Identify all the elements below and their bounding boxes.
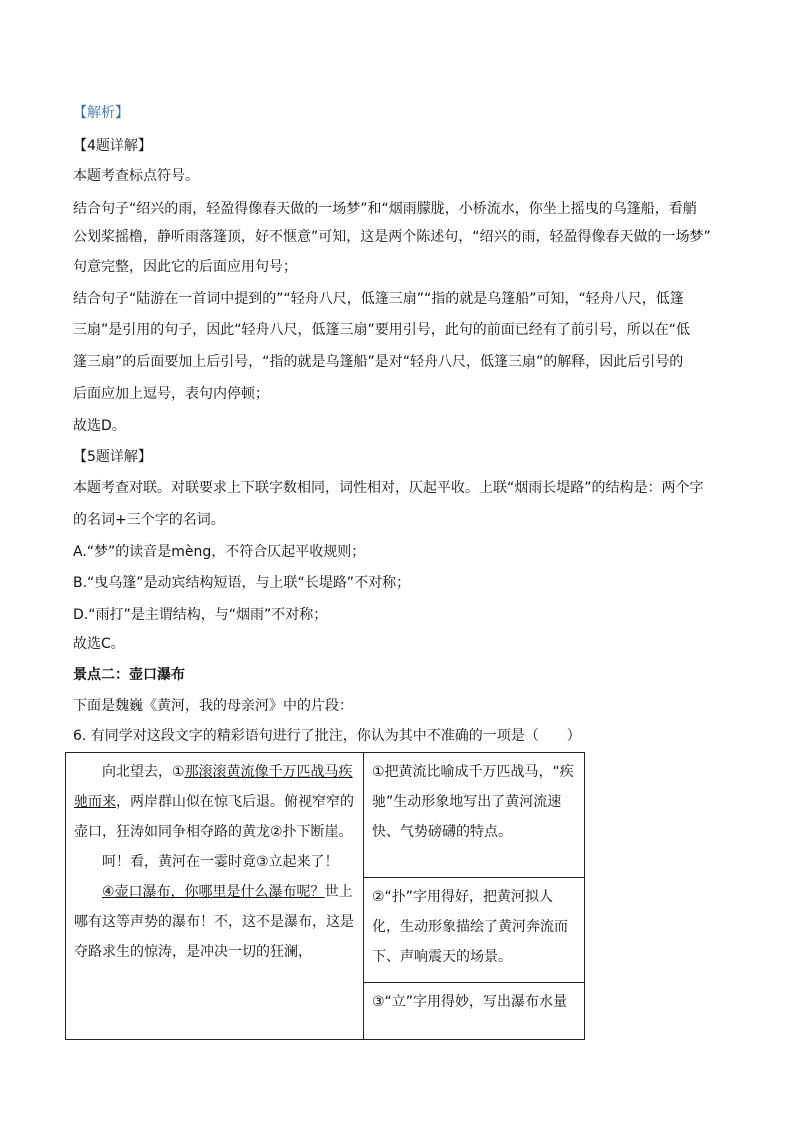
q4-line: 三扇”是引用的句子，因此“轻舟八尺，低篷三扇”要用引号，此句的前面已经有了前引号，所以在“低 <box>73 322 691 338</box>
section-intro: 下面是魏巍《黄河，我的母亲河》中的片段： <box>73 698 353 714</box>
annotation-1: ①把黄流比喻成千万匹战马，“疾驰”生动形象地写出了黄河流速快、气势磅礴的特点。 <box>364 753 585 878</box>
annotation-3: ③“立”字用得妙，写出瀑布水量 <box>364 983 585 1040</box>
underlined-sentence: ④壶口瀑布，你哪里是什么瀑布呢？ <box>102 884 325 900</box>
q4-line: 本题考查标点符号。 <box>73 168 199 184</box>
q5-line: 的名词+三个字的名词。 <box>73 512 225 528</box>
text-span: 世上哪有这等声势的瀑布！不，这不是瀑布，这是夺路求生的惊涛，是冲决一切的狂澜， <box>74 884 354 960</box>
q4-line: 句意完整，因此它的后面应用句号； <box>73 259 297 275</box>
excerpt-paragraph <box>74 877 357 967</box>
excerpt-passage <box>66 753 364 1040</box>
q4-line: 后面应加上逗号，表句内停顿； <box>73 386 269 402</box>
analysis-header: 【解析】 <box>73 105 129 121</box>
question-6: 6. 有同学对这段文字的精彩语句进行了批注，你认为其中不准确的一项是（ ） <box>73 728 581 744</box>
section-title: 景点二：壶口瀑布 <box>73 667 185 683</box>
text-span: ，两岸群山似在惊飞后退。俯视窄窄的壶口，狂涛如同争相夺路的黄龙②扑下断崖。 <box>74 794 354 840</box>
q5-header: 【5题详解】 <box>73 449 152 465</box>
q5-option-a: A.“梦”的读音是mèng，不符合仄起平收规则； <box>73 544 366 560</box>
q4-line: 公划桨摇橹，静听雨落篷顶，好不惬意”可知，这是两个陈述句，“绍兴的雨，轻盈得像春天做的一场梦” <box>73 229 711 245</box>
excerpt-paragraph: 呵！看，黄河在一霎时竟③立起来了！ <box>102 854 339 870</box>
q5-option-d: D.“雨打”是主谓结构，与“烟雨”不对称； <box>73 607 328 623</box>
q4-line: 结合句子“陆游在一首词中提到的”“轻舟八尺，低篷三扇”“指的就是乌篷船”可知，“轻舟八尺，低篷 <box>73 291 684 307</box>
q4-answer: 故选D。 <box>73 418 126 434</box>
q4-line: 结合句子“绍兴的雨，轻盈得像春天做的一场梦”和“烟雨朦胧，小桥流水，你坐上摇曳的乌篷船，看艄 <box>73 201 697 217</box>
q4-header: 【4题详解】 <box>73 138 152 154</box>
q5-line: 本题考查对联。对联要求上下联字数相同，词性相对，仄起平收。上联“烟雨长堤路”的结构是：两个字 <box>73 480 704 496</box>
text-span: 向北望去，① <box>102 764 185 780</box>
q4-line: 篷三扇”的后面要加上后引号，“指的就是乌篷船”是对“轻舟八尺，低篷三扇”的解释，因此后引号的 <box>73 354 684 370</box>
q5-answer: 故选C。 <box>73 636 125 652</box>
excerpt-table <box>65 752 585 1040</box>
q5-option-b: B.“曳乌篷”是动宾结构短语，与上联“长堤路”不对称； <box>73 575 411 591</box>
annotation-2: ②“扑”字用得好，把黄河拟人化，生动形象描绘了黄河奔流而下、声响震天的场景。 <box>364 878 585 983</box>
excerpt-paragraph <box>74 757 357 847</box>
underlined-sentence: 那滚滚黄流像千万匹战马疾驰而来 <box>74 764 353 810</box>
